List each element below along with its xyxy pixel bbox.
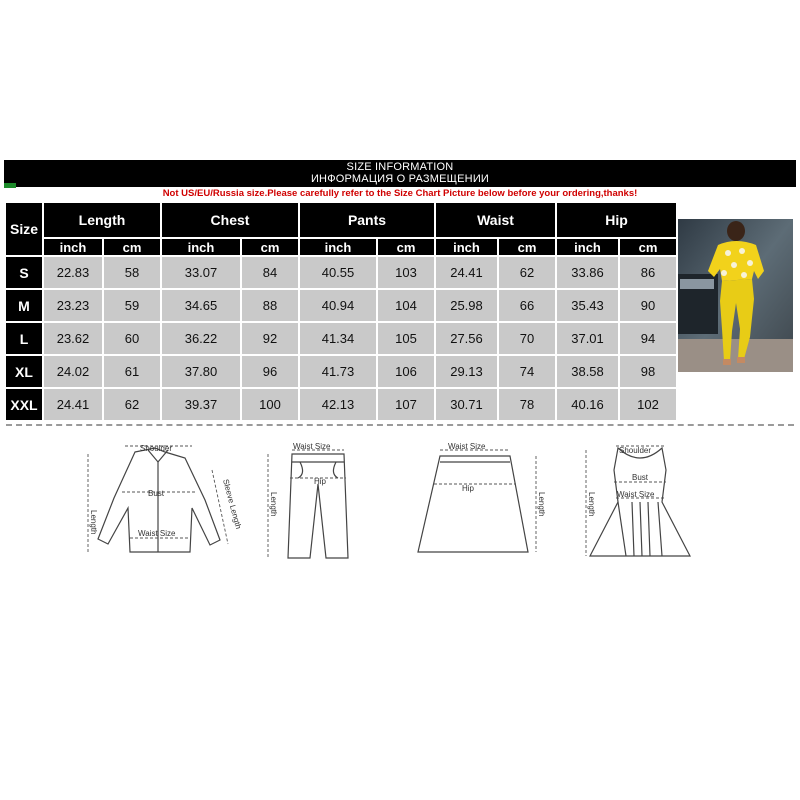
measurement-cell: 33.86 xyxy=(556,256,619,289)
shirt-waist-label: Waist Size xyxy=(138,529,176,538)
measurement-cell: 92 xyxy=(241,322,299,355)
measurement-cell: 61 xyxy=(103,355,161,388)
measurement-cell: 105 xyxy=(377,322,435,355)
size-label-cell: XXL xyxy=(5,388,43,421)
measurement-cell: 88 xyxy=(241,289,299,322)
measurement-cell: 66 xyxy=(498,289,556,322)
measurement-cell: 58 xyxy=(103,256,161,289)
dress-measurement-diagram xyxy=(580,440,700,565)
pants-length-label: Length xyxy=(269,492,278,517)
measurement-cell: 41.34 xyxy=(299,322,377,355)
dress-shoulder-label: Shoulder xyxy=(619,446,652,455)
skirt-measurement-diagram xyxy=(410,440,550,565)
measurement-cell: 23.62 xyxy=(43,322,103,355)
measurement-cell: 70 xyxy=(498,322,556,355)
measurement-cell: 24.41 xyxy=(435,256,498,289)
measurement-cell: 27.56 xyxy=(435,322,498,355)
unit-header-cm: cm xyxy=(103,238,161,256)
pants-waist-label: Waist Size xyxy=(293,442,331,451)
measurement-cell: 24.41 xyxy=(43,388,103,421)
group-header-pants: Pants xyxy=(299,202,435,238)
product-photo xyxy=(678,219,793,372)
dress-bust-label: Bust xyxy=(632,473,649,482)
measurement-cell: 25.98 xyxy=(435,289,498,322)
model-yellow-outfit-illustration xyxy=(678,219,793,372)
measurement-cell: 37.80 xyxy=(161,355,241,388)
unit-header-inch: inch xyxy=(299,238,377,256)
size-table-body xyxy=(5,256,677,421)
dashed-divider xyxy=(6,424,794,426)
size-label-cell: M xyxy=(5,289,43,322)
pants-hip-label: Hip xyxy=(314,477,327,486)
measurement-cell: 107 xyxy=(377,388,435,421)
measurement-cell: 62 xyxy=(103,388,161,421)
size-column-header: Size xyxy=(5,202,43,256)
measurement-cell: 38.58 xyxy=(556,355,619,388)
measurement-cell: 36.22 xyxy=(161,322,241,355)
shirt-bust-label: Bust xyxy=(148,489,165,498)
table-row xyxy=(5,322,677,355)
size-label-cell: S xyxy=(5,256,43,289)
size-label-cell: L xyxy=(5,322,43,355)
measurement-cell: 102 xyxy=(619,388,677,421)
measurement-cell: 59 xyxy=(103,289,161,322)
measurement-cell: 104 xyxy=(377,289,435,322)
shirt-sleeve-label: Sleeve Length xyxy=(221,478,244,530)
table-row xyxy=(5,355,677,388)
measurement-cell: 29.13 xyxy=(435,355,498,388)
measurement-cell: 84 xyxy=(241,256,299,289)
unit-header-inch: inch xyxy=(161,238,241,256)
table-row xyxy=(5,388,677,421)
measurement-cell: 96 xyxy=(241,355,299,388)
group-header-length: Length xyxy=(43,202,161,238)
unit-header-cm: cm xyxy=(619,238,677,256)
measurement-cell: 42.13 xyxy=(299,388,377,421)
skirt-waist-label: Waist Size xyxy=(448,442,486,451)
unit-header-cm: cm xyxy=(498,238,556,256)
title-english: SIZE INFORMATION xyxy=(346,161,454,173)
group-header-hip: Hip xyxy=(556,202,677,238)
table-row xyxy=(5,289,677,322)
measurement-cell: 34.65 xyxy=(161,289,241,322)
pants-measurement-diagram xyxy=(262,440,362,565)
measurement-cell: 90 xyxy=(619,289,677,322)
unit-header-cm: cm xyxy=(377,238,435,256)
table-row xyxy=(5,256,677,289)
title-russian: ИНФОРМАЦИЯ О РАЗМЕЩЕНИИ xyxy=(310,173,490,185)
dress-waist-label: Waist Size xyxy=(617,490,655,499)
measurement-cell: 41.73 xyxy=(299,355,377,388)
measurement-cell: 40.55 xyxy=(299,256,377,289)
size-label-cell: XL xyxy=(5,355,43,388)
group-header-waist: Waist xyxy=(435,202,556,238)
skirt-hip-label: Hip xyxy=(462,484,475,493)
measurement-cell: 37.01 xyxy=(556,322,619,355)
size-warning-text: Not US/EU/Russia size.Please carefully refer to the Size Chart Picture below before your ordering,thanks! xyxy=(162,188,638,199)
measurement-cell: 33.07 xyxy=(161,256,241,289)
shirt-shoulder-label: Shoulder xyxy=(140,444,173,453)
measurement-cell: 30.71 xyxy=(435,388,498,421)
measurement-cell: 22.83 xyxy=(43,256,103,289)
shirt-measurement-diagram xyxy=(80,440,244,565)
measurement-cell: 100 xyxy=(241,388,299,421)
size-chart-table xyxy=(4,201,678,422)
measurement-cell: 86 xyxy=(619,256,677,289)
measurement-cell: 74 xyxy=(498,355,556,388)
measurement-cell: 94 xyxy=(619,322,677,355)
dress-length-label: Length xyxy=(587,492,596,517)
measurement-cell: 40.16 xyxy=(556,388,619,421)
measurement-cell: 103 xyxy=(377,256,435,289)
measurement-cell: 98 xyxy=(619,355,677,388)
measurement-cell: 78 xyxy=(498,388,556,421)
unit-header-cm: cm xyxy=(241,238,299,256)
measurement-cell: 60 xyxy=(103,322,161,355)
measurement-cell: 40.94 xyxy=(299,289,377,322)
measurement-cell: 24.02 xyxy=(43,355,103,388)
measurement-cell: 62 xyxy=(498,256,556,289)
group-header-chest: Chest xyxy=(161,202,299,238)
unit-header-inch: inch xyxy=(43,238,103,256)
unit-header-inch: inch xyxy=(556,238,619,256)
measurement-cell: 39.37 xyxy=(161,388,241,421)
size-info-header xyxy=(4,160,796,187)
unit-header-inch: inch xyxy=(435,238,498,256)
measurement-cell: 23.23 xyxy=(43,289,103,322)
measurement-cell: 106 xyxy=(377,355,435,388)
measurement-cell: 35.43 xyxy=(556,289,619,322)
shirt-length-label: Length xyxy=(89,510,98,535)
skirt-length-label: Length xyxy=(537,492,546,517)
